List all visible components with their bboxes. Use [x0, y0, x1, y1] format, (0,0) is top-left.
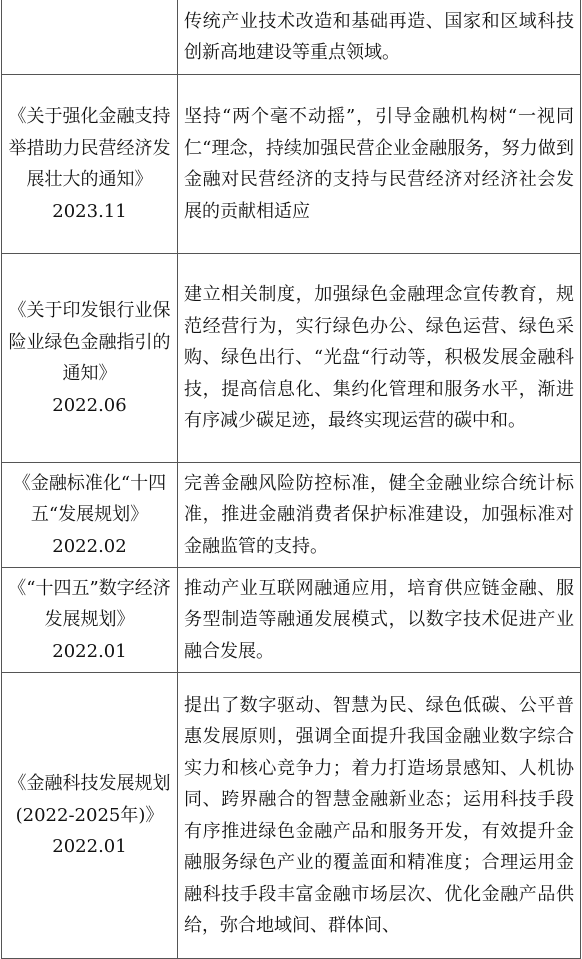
- policy-content: 建立相关制度，加强绿色金融理念宣传教育，规范经营行为，实行绿色办公、绿色运营、绿色采购、绿色出行、“光盘“行动等，积极发展金融科技，提高信息化、集约化管理和服务水平，渐进有序减少碳足迹，最终实现运营的碳中和。: [184, 284, 574, 432]
- policy-date: 2022.01: [52, 640, 127, 662]
- table-row: [2, 0, 581, 75]
- policy-content-cell: [178, 75, 581, 254]
- policy-content-cell: [178, 0, 581, 75]
- policy-title-cell: [2, 0, 178, 75]
- table-row: [2, 463, 581, 568]
- table-row: [2, 568, 581, 673]
- policy-table: [1, 0, 581, 959]
- policy-content-cell: [178, 673, 581, 959]
- policy-date: 2022.06: [52, 394, 127, 416]
- table-row: [2, 75, 581, 254]
- policy-date: 2022.01: [52, 836, 127, 858]
- policy-date: 2022.02: [52, 535, 127, 557]
- policy-content-cell: [178, 254, 581, 463]
- table-row: [2, 254, 581, 463]
- policy-content: 提出了数字驱动、智慧为民、绿色低碳、公平普惠发展原则，强调全面提升我国金融业数字综合实力和核心竞争力；着力打造场景感知、人机协同、跨界融合的智慧金融新业态；运用科技手段有序推进绿色金融产品和服务开发，有效提升金融服务绿色产业的覆盖面和精准度；合理运用金融科技手段丰富金融市场层次、优化金融产品供给，弥合地域间、群体间、: [184, 694, 574, 936]
- policy-title-cell: [2, 75, 178, 254]
- table-row: [2, 673, 581, 959]
- policy-content: 传统产业技术改造和基础再造、国家和区域科技创新高地建设等重点领域。: [184, 10, 574, 63]
- policy-title-cell: [2, 254, 178, 463]
- policy-title-cell: [2, 568, 178, 673]
- policy-content-cell: [178, 463, 581, 568]
- policy-name: 《关于印发银行业保险业绿色金融指引的通知》: [8, 300, 171, 384]
- policy-content-cell: [178, 568, 581, 673]
- policy-name: 《金融科技发展规划(2022-2025年)》: [8, 773, 171, 826]
- policy-title-cell: [2, 673, 178, 959]
- policy-title-cell: [2, 463, 178, 568]
- policy-date: 2023.11: [52, 200, 127, 222]
- policy-content: 推动产业互联网融通应用，培育供应链金融、服务型制造等融通发展模式，以数字技术促进产业融合发展。: [184, 577, 574, 662]
- policy-name: 《金融标准化“十四五“发展规划》: [12, 472, 167, 526]
- policy-content: 坚持“两个毫不动摇”，引导金融机构树“一视同仁“理念，持续加强民营企业金融服务，努力做到金融对民营经济的支持与民营经济对经济社会发展的贡献相适应: [184, 106, 574, 222]
- policy-name: 《关于强化金融支持举措助力民营经济发展壮大的通知》: [8, 106, 171, 190]
- policy-content: 完善金融风险防控标准，健全金融业综合统计标准，推进金融消费者保护标准建设，加强标准对金融监管的支持。: [184, 472, 574, 557]
- policy-name: 《“十四五”数字经济发展规划》: [8, 577, 171, 631]
